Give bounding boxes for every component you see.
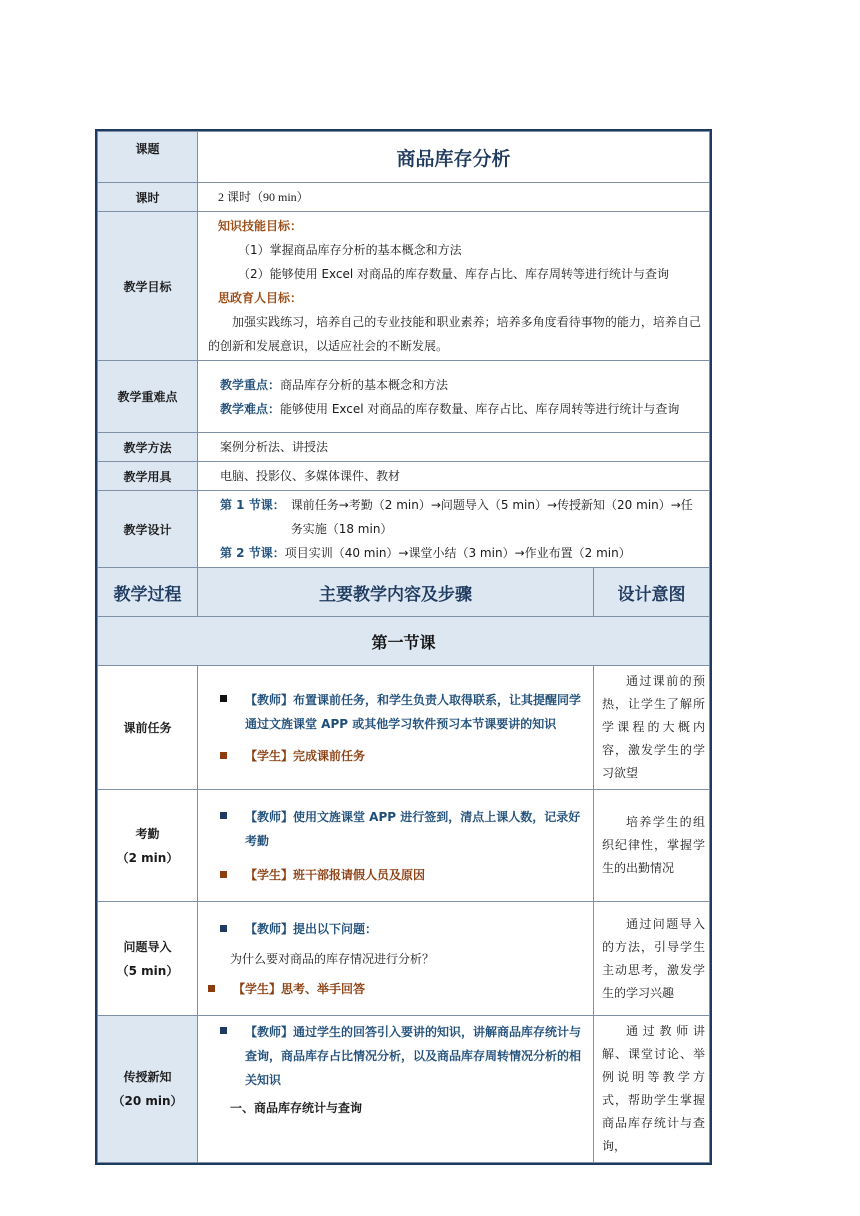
design-label: 教学设计 (98, 491, 198, 568)
process-header-row (98, 568, 710, 617)
teacher-action: 【教师】布置课前任务，和学生负责人取得联系，让其提醒同学通过文旌课堂 APP 或其他学习软件预习本节课要讲的知识 (220, 688, 585, 736)
ideology-text: 加强实践练习，培养自己的专业技能和职业素养；培养多角度看待事物的能力，培养自己的创新和发展意识，以适应社会的不断发展。 (208, 315, 702, 353)
step-name: 问题导入 (123, 939, 172, 954)
step-time: （5 min） (116, 963, 179, 978)
topic-title: 商品库存分析 (198, 132, 710, 183)
objectives-content (198, 212, 710, 361)
design-row (98, 491, 710, 568)
bullet-icon (208, 985, 215, 992)
step-name: 传授新知 (123, 1070, 172, 1084)
keypoints-label: 教学重难点 (98, 361, 198, 433)
tools-value: 电脑、投影仪、多媒体课件、教材 (198, 462, 710, 491)
ideology-title: 思政育人目标： (218, 291, 303, 305)
student-action: 【学生】完成课前任务 (220, 744, 585, 768)
design-intent: 培养学生的组织纪律性，掌握学生的出勤情况 (594, 790, 710, 902)
step-time: （20 min） (112, 1094, 183, 1108)
method-row (98, 433, 710, 462)
step-label (98, 902, 198, 1016)
step-name: 课前任务 (123, 721, 172, 735)
step-row (98, 902, 710, 1016)
section-title: 第一节课 (98, 617, 710, 666)
step-content (198, 1016, 594, 1163)
process-header-col2: 主要教学内容及步骤 (198, 568, 594, 617)
section-row (98, 617, 710, 666)
step-time: （2 min） (116, 850, 179, 865)
design-intent: 通过问题导入的方法，引导学生主动思考，激发学生的学习兴趣 (594, 902, 710, 1016)
bullet-icon (220, 1027, 227, 1034)
topic-label: 课题 (98, 132, 198, 183)
step-content (198, 790, 594, 902)
method-value: 案例分析法、讲授法 (198, 433, 710, 462)
teacher-action: 【教师】使用文旌课堂 APP 进行签到，清点上课人数，记录好考勤 (220, 805, 585, 853)
step-row (98, 790, 710, 902)
difficulty-text: 能够使用 Excel 对商品的库存数量、库存占比、库存周转等进行统计与查询 (280, 401, 680, 416)
lesson1-title: 第 1 节课： (220, 498, 285, 512)
lesson1-text: 课前任务→考勤（2 min）→问题导入（5 min）→传授新知（20 min）→任务实施（18 min） (290, 498, 693, 536)
skill-title: 知识技能目标： (218, 219, 303, 233)
key-text: 商品库存分析的基本概念和方法 (280, 377, 449, 392)
design-intent: 通过课前的预热，让学生了解所学课程的大概内容，激发学生的学习欲望 (594, 666, 710, 790)
step-label (98, 790, 198, 902)
step-content (198, 666, 594, 790)
step-label (98, 1016, 198, 1163)
process-header-col3: 设计意图 (594, 568, 710, 617)
step-label (98, 666, 198, 790)
objectives-label: 教学目标 (98, 212, 198, 361)
lesson2-text: 项目实训（40 min）→课堂小结（3 min）→作业布置（2 min） (284, 546, 631, 560)
skill-item-2: （2）能够使用 Excel 对商品的库存数量、库存占比、库存周转等进行统计与查询 (238, 267, 670, 281)
lesson2-title: 第 2 节课： (220, 546, 285, 560)
question-text: 为什么要对商品的库存情况进行分析？ (230, 951, 435, 966)
student-action: 【学生】思考、举手回答 (208, 977, 585, 1001)
bullet-icon (220, 925, 227, 932)
hours-row (98, 183, 710, 212)
bullet-icon (220, 752, 227, 759)
student-action: 【学生】班干部报请假人员及原因 (220, 863, 585, 887)
step-row (98, 666, 710, 790)
difficulty-title: 教学难点： (220, 401, 281, 416)
teacher-action: 【教师】提出以下问题： (208, 917, 585, 941)
bullet-icon (220, 695, 227, 702)
tools-row (98, 462, 710, 491)
bullet-icon (220, 871, 227, 878)
hours-value: 2 课时（90 min） (198, 183, 710, 212)
step-content (198, 902, 594, 1016)
topic-row (98, 132, 710, 183)
key-title: 教学重点： (220, 377, 281, 392)
design-content (198, 491, 710, 568)
hours-label: 课时 (98, 183, 198, 212)
skill-item-1: （1）掌握商品库存分析的基本概念和方法 (238, 243, 462, 257)
tools-label: 教学用具 (98, 462, 198, 491)
step-row (98, 1016, 710, 1163)
teacher-action: 【教师】通过学生的回答引入要讲的知识，讲解商品库存统计与查询，商品库存占比情况分析，以及商品库存周转情况分析的相关知识 (220, 1020, 585, 1092)
process-header-col1: 教学过程 (98, 568, 198, 617)
keypoints-row (98, 361, 710, 433)
lesson-plan (97, 131, 709, 1163)
subheading: 一、商品库存统计与查询 (230, 1101, 363, 1115)
lesson-plan-table (97, 131, 710, 1163)
step-name: 考勤 (135, 826, 160, 841)
design-intent: 通过教师讲解、课堂讨论、举例说明等教学方式，帮助学生掌握商品库存统计与查询， (594, 1016, 710, 1163)
bullet-icon (220, 812, 227, 819)
objectives-row (98, 212, 710, 361)
keypoints-content (198, 361, 710, 433)
method-label: 教学方法 (98, 433, 198, 462)
